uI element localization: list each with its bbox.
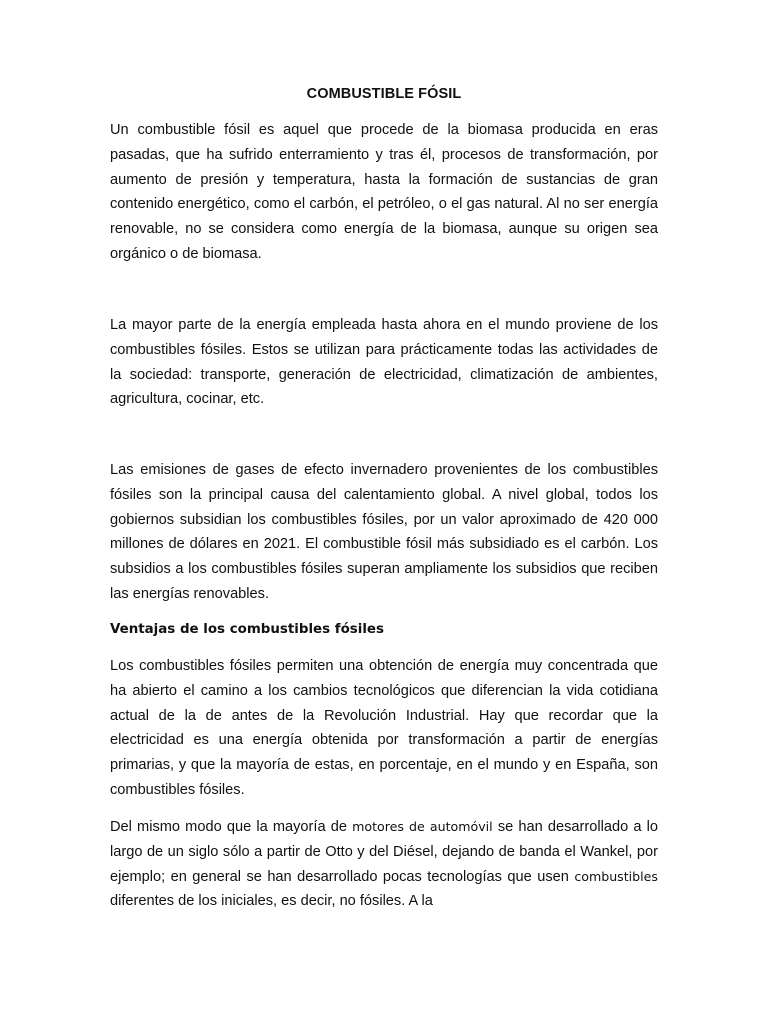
paragraph-definition: Un combustible fósil es aquel que procede de la biomasa producida en eras pasadas, que ha sufrido enterramiento y tras él, procesos de transformación, por aumento de presión y temperatura, hasta la formación de sustancias de gran contenido energético, como el carbón, el petróleo, o el gas natural. Al no ser energía renovable, no se considera como energía de la biomasa, aunque su origen sea orgánico o de biomasa. — [110, 122, 658, 262]
paragraph-emissions: Las emisiones de gases de efecto invernadero provenientes de los combustibles fósiles son la principal causa del calentamiento global. A nivel global, todos los gobiernos subsidian los combustibles fósiles, por un valor aproximado de 420 000 millones de dólares en 2021. El combustible fósil más subsidiado es el carbón. Los subsidios a los combustibles fósiles superan ampliamente los subsidios que reciben las energías renovables. — [110, 462, 658, 602]
paragraph-technologies-text-1: Del mismo modo que la mayoría de — [110, 819, 353, 835]
motores-automovil-term: motores de automóvil — [352, 819, 493, 834]
paragraph-technologies-text-2: se han desarrollado a lo largo de un siglo sólo a partir de Otto y del Diésel, dejando de banda el Wankel, por ejemplo; en general se han desarrollado pocas tecnologías que usen — [110, 819, 659, 885]
paragraph-usage: La mayor parte de la energía empleada hasta ahora en el mundo proviene de los combustibles fósiles. Estos se utilizan para prácticamente todas las actividades de la sociedad: transporte, generación de electricidad, climatización de ambientes, agricultura, cocinar, etc. — [110, 317, 658, 408]
document-title: COMBUSTIBLE FÓSIL — [306, 86, 462, 102]
heading-ventajas: Ventajas de los combustibles fósiles — [110, 622, 384, 637]
paragraph-technologies — [110, 815, 658, 914]
paragraph-technologies-text-3: diferentes de los iniciales, es decir, no fósiles. A la — [110, 893, 433, 910]
combustibles-term: combustibles — [574, 868, 658, 884]
paragraph-advantages: Los combustibles fósiles permiten una obtención de energía muy concentrada que ha abierto el camino a los cambios tecnológicos que diferencian la vida cotidiana actual de la de antes de la Revolución Industrial. Hay que recordar que la electricidad es una energía obtenida por transformación a partir de energías primarias, y que la mayoría de estas, en porcentaje, en el mundo y en España, son combustibles fósiles. — [110, 658, 658, 798]
